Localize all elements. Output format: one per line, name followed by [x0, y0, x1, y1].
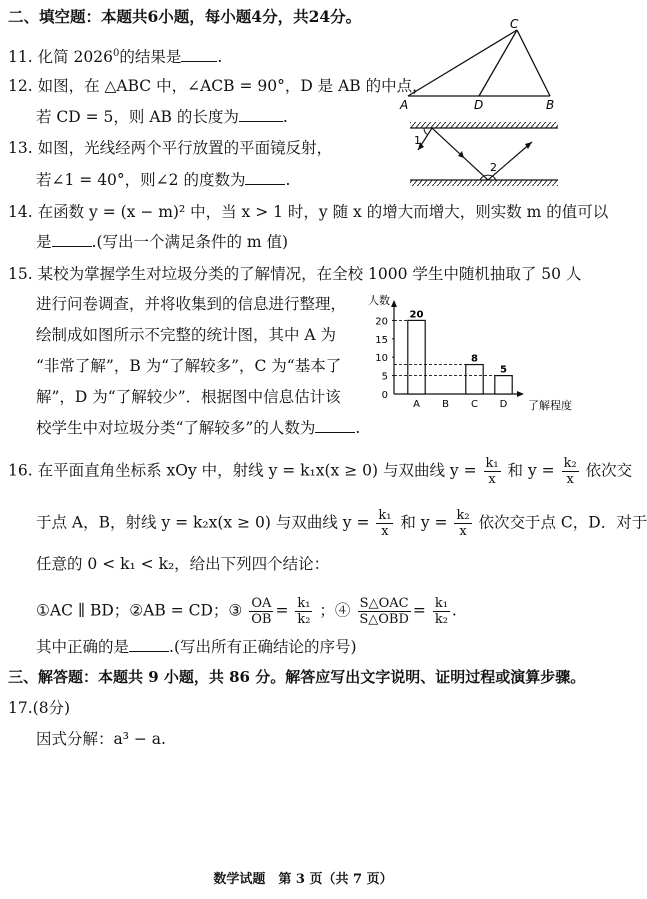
chart-y-tick-label: 15	[375, 334, 388, 346]
q11-text-b: 的结果是	[119, 48, 182, 67]
q16-conclusion-1-2-3: ①AC ∥ BD；②AB = CD；③	[36, 601, 243, 620]
fraction-k1-over-x	[376, 508, 393, 539]
section-2-header: 二、填空题：本题共6小题，每小题4分，共24分。	[8, 7, 362, 26]
denominator: k₂	[297, 612, 311, 627]
q14-text-a: 是	[36, 233, 52, 251]
chart-x-tick-label: A	[413, 399, 420, 410]
q14-line-1: 14. 在函数 y = (x − m)² 中，当 x > 1 时，y 随 x 的增大而增大，则实数 m 的值可以	[8, 203, 609, 221]
numerator: k₂	[563, 456, 577, 471]
q12-line-1: 12. 如图，在 △ABC 中，∠ACB = 90°，D 是 AB 的中点，	[8, 77, 428, 95]
q11-sup: 0	[112, 48, 120, 59]
denominator: k₂	[434, 612, 448, 627]
q16-text-5a: 其中正确的是	[36, 638, 130, 656]
q16-line-1	[8, 456, 632, 487]
denominator: x	[459, 524, 467, 539]
numerator: k₁	[297, 596, 311, 611]
bottom-mirror-hatch	[410, 180, 558, 186]
q16-text-2b: 和 y =	[400, 513, 448, 532]
numerator: k₁	[485, 456, 499, 471]
q15-line-2: 进行问卷调查，并将收集到的信息进行整理，	[36, 295, 347, 313]
q16-line-5	[36, 637, 357, 657]
chart-x-tick-label: C	[471, 399, 478, 410]
q15-line-4: “非常了解”，B 为“了解较多”，C 为“基本了	[36, 357, 342, 375]
q15-line-6	[36, 418, 360, 438]
angle-1-arc	[424, 128, 428, 135]
fraction-k1-over-k2	[295, 596, 312, 627]
section-3-header: 三、解答题：本题共 9 小题，共 86 分。解答应写出文字说明、证明过程或演算步骤。	[8, 668, 586, 686]
bar-chart	[356, 290, 578, 418]
triangle-median-cd	[479, 30, 517, 96]
q16-line-2	[36, 508, 647, 539]
chart-data-label: 5	[500, 364, 507, 376]
chart-bar	[408, 320, 425, 394]
fraction-k1-over-k2	[433, 596, 450, 627]
q16-text-1c: 依次交	[585, 461, 633, 480]
label-d: D	[474, 98, 484, 112]
q16-answer-blank[interactable]	[129, 637, 169, 652]
chart-bar	[466, 365, 483, 394]
q16-text-5b: .(写出所有正确结论的序号)	[169, 638, 357, 656]
q15-line-5: 解”，D 为“了解较少”．根据图中信息估计该	[36, 388, 341, 406]
ray-arrow-3	[525, 142, 532, 149]
fraction-area-ratio	[357, 596, 411, 627]
q13-line-2	[36, 170, 290, 190]
q13-text-b: .	[285, 171, 291, 189]
triangle-side-ac	[408, 30, 517, 96]
light-ray	[418, 128, 532, 180]
chart-y-tick-label: 0	[381, 390, 388, 401]
triangle-side-bc	[517, 30, 550, 96]
q15-text-b: .	[355, 419, 361, 437]
fraction-k2-over-x	[562, 456, 579, 487]
angle-2-label: 2	[490, 161, 497, 174]
q15-line-1: 15. 某校为掌握学生对垃圾分类的了解情况，在全校 1000 学生中随机抽取了 50 人	[8, 265, 582, 283]
chart-x-axis-label: 了解程度	[528, 399, 572, 412]
q12-text-a: 若 CD = 5，则 AB 的长度为	[36, 108, 239, 126]
page-footer: 数学试题 第 3 页（共 7 页）	[213, 872, 393, 887]
chart-y-tick-label: 5	[381, 371, 388, 383]
numerator: k₁	[378, 508, 392, 523]
chart-x-tick-label: B	[442, 399, 449, 410]
chart-y-tick-label: 20	[375, 316, 388, 328]
q16-conclusion-4-marker: ；④	[319, 601, 351, 620]
q12-answer-blank[interactable]	[239, 107, 283, 122]
chart-data-label: 20	[409, 309, 424, 321]
top-mirror-hatch	[410, 122, 558, 128]
q16-line-3: 任意的 0 < k₁ < k₂，给出下列四个结论：	[36, 555, 330, 573]
q14-line-2	[36, 232, 288, 252]
chart-x-axis-arrow	[517, 391, 524, 397]
q16-conclusion-end: .	[451, 601, 457, 620]
denominator: x	[566, 472, 574, 487]
chart-y-axis-label: 人数	[368, 294, 390, 307]
fraction-k2-over-x	[454, 508, 471, 539]
chart-y-tick-label: 10	[375, 353, 388, 365]
q16-conclusions: ①AC ∥ BD；②AB = CD；③ $\frac{OA}{OB}$ = $\frac{\text{k₁}}{\text{k₂}}$ ；④ $\frac{\text{S△OAC}}{\text{S△OBD}}$ = $\frac{\text{k₁}}{\text{k₂}}$ .	[36, 596, 457, 627]
q13-text-a: 若∠1 = 40°，则∠2 的度数为	[36, 171, 246, 189]
chart-bar	[495, 376, 512, 394]
q14-answer-blank[interactable]	[52, 232, 92, 247]
label-c: C	[510, 17, 519, 31]
q13-line-1: 13. 如图，光线经两个平行放置的平面镜反射，	[8, 139, 333, 157]
question-11	[8, 44, 222, 67]
ray-arrow-2	[458, 151, 464, 158]
q11-answer-blank[interactable]	[181, 47, 217, 62]
numerator: S△OAC	[359, 596, 409, 611]
q11-text-a: 11. 化简 2026	[8, 48, 113, 67]
angle-1-label: 1	[414, 134, 421, 147]
chart-x-tick-label: D	[499, 399, 508, 410]
chart-data-label: 8	[471, 353, 478, 365]
q16-text-2a: 于点 A，B，射线 y = k₂x(x ≥ 0) 与双曲线 y =	[36, 513, 370, 532]
fraction-k1-over-x	[484, 456, 501, 487]
denominator: x	[381, 524, 389, 539]
numerator: k₁	[434, 596, 448, 611]
q13-answer-blank[interactable]	[245, 170, 285, 185]
numerator: k₂	[456, 508, 470, 523]
q16-text-1b: 和 y =	[507, 461, 555, 480]
q14-text-b: .(写出一个满足条件的 m 值)	[91, 233, 289, 251]
label-b: B	[546, 98, 555, 112]
q11-text-c: .	[217, 48, 223, 67]
q15-text-a: 校学生中对垃圾分类“了解较多”的人数为	[36, 419, 316, 437]
q15-line-3: 绘制成如图所示不完整的统计图，其中 A 为	[36, 326, 337, 344]
q16-text-1a: 16. 在平面直角坐标系 xOy 中，射线 y = k₁x(x ≥ 0) 与双曲线 y =	[8, 461, 477, 480]
numerator: OA	[251, 596, 272, 611]
label-a: A	[400, 98, 409, 112]
denominator: S△OBD	[359, 612, 409, 627]
denominator: x	[488, 472, 496, 487]
chart-y-axis-arrow	[391, 300, 397, 307]
q12-line-2	[36, 107, 288, 127]
q15-answer-blank[interactable]	[315, 418, 355, 433]
denominator: OB	[251, 612, 272, 627]
mirror-figure	[404, 118, 564, 194]
q17-question: 因式分解：a³ − a.	[36, 730, 166, 748]
q16-text-2c: 依次交于点 C，D．对于	[478, 513, 647, 532]
q17-title: 17.(8分)	[8, 699, 71, 717]
fraction-oa-over-ob	[249, 596, 273, 627]
q12-text-b: .	[282, 108, 288, 126]
triangle-figure	[396, 16, 566, 112]
